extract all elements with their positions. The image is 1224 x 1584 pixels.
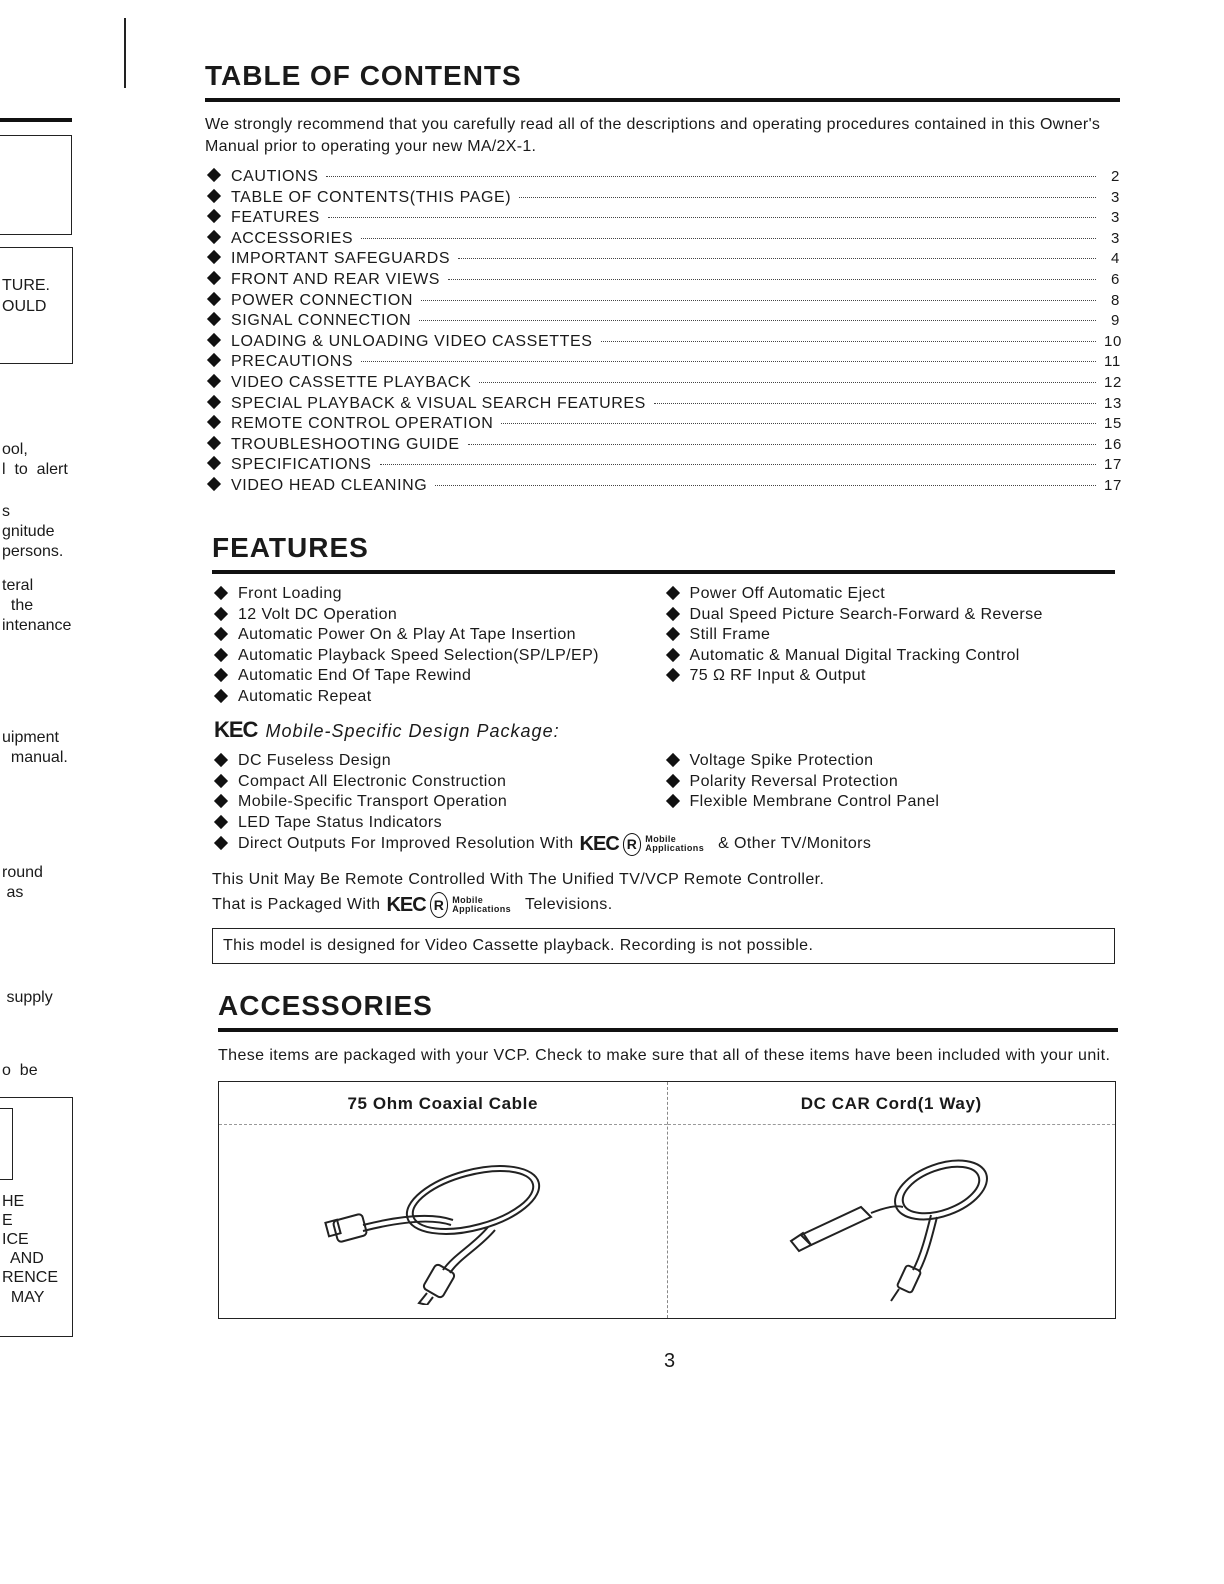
feature-text: Power Off Automatic Eject [689,585,886,602]
features-rule [212,570,1115,574]
feature-item [212,751,664,772]
feature-item [664,584,1116,605]
toc-item [205,415,1120,436]
fragment-text: supply [2,989,53,1006]
mobile-label: Mobile [452,894,484,905]
feature-item [212,605,664,626]
feature-item [664,772,1116,793]
feature-text: Voltage Spike Protection [689,752,874,769]
registered-mark-icon: R [430,892,449,918]
toc-item-page: 6 [1111,270,1120,288]
toc-leader-dots [458,258,1096,259]
diamond-bullet-icon [207,271,221,285]
fragment-text: RENCE [2,1269,59,1286]
diamond-bullet-icon [214,668,228,682]
fragment-text: MAY [2,1289,45,1306]
fragment-text: E [2,1212,13,1229]
fragment-text: TURE. [2,277,50,294]
toc-item [205,168,1120,189]
page-number: 3 [664,1350,676,1372]
diamond-bullet-icon [207,353,221,367]
toc-leader-dots [601,341,1096,342]
toc-leader-dots [421,300,1096,301]
feature-text: Dual Speed Picture Search-Forward & Reverse [689,605,1043,623]
accessory-coax-cable [219,1082,667,1318]
fragment-text: teral [2,577,34,594]
diamond-bullet-icon [665,668,679,682]
toc-leader-dots [448,279,1096,280]
toc-leader-dots [326,176,1096,177]
diamond-bullet-icon [207,230,221,244]
feature-item [664,751,1116,772]
toc-leader-dots [654,403,1096,404]
toc-item [205,395,1120,416]
features-section [212,532,1115,964]
direct-outputs-suffix: & Other TV/Monitors [718,835,872,852]
toc-item-label: ACCESSORIES [231,229,354,247]
feature-text: Compact All Electronic Construction [238,772,507,790]
toc-item-label: SPECIFICATIONS [231,456,372,474]
toc-item [205,189,1120,210]
toc-item [205,456,1120,477]
features-title: FEATURES [212,532,369,563]
diamond-bullet-icon [214,586,228,600]
registered-mark-icon: R [623,833,642,856]
toc-list [205,168,1120,498]
toc-item-label: IMPORTANT SAFEGUARDS [231,250,451,268]
toc-leader-dots [501,423,1096,424]
toc-item-page: 3 [1111,188,1120,206]
feature-text: Automatic Playback Speed Selection(SP/LP/EP) [238,646,599,664]
feature-text: Automatic Power On & Play At Tape Insertion [238,626,576,643]
fragment-text: ICE [2,1231,29,1248]
toc-leader-dots [328,217,1096,218]
accessories-title: ACCESSORIES [218,990,433,1021]
mobile-label: Mobile [645,834,677,845]
mobile-applications-logo [452,896,511,914]
diamond-bullet-icon [207,456,221,470]
feature-item [212,687,664,708]
diamond-bullet-icon [207,312,221,326]
remote-line-1: This Unit May Be Remote Controlled With The Unified TV/VCP Remote Controller. [212,870,825,888]
toc-item-label: FEATURES [231,209,320,227]
diamond-bullet-icon [214,836,228,850]
dc-car-cord-illustration [668,1132,1116,1318]
toc-item-label: VIDEO HEAD CLEANING [231,476,428,494]
diamond-bullet-icon [214,794,228,808]
accessories-section [218,990,1118,1319]
package-title: Mobile-Specific Design Package: [265,721,560,741]
fragment-text: OULD [2,298,47,315]
toc-item-page: 9 [1111,312,1120,330]
feature-text: DC Fuseless Design [238,752,392,769]
toc-item-page: 8 [1111,291,1120,309]
diamond-bullet-icon [207,250,221,264]
toc-leader-dots [380,464,1096,465]
toc-item-page: 17 [1104,456,1122,474]
adjacent-inner-box [0,1108,13,1180]
feature-item [212,646,664,667]
fragment-text: intenance [2,617,72,634]
kec-logo: KEC [579,833,619,855]
toc-rule [205,98,1120,102]
diamond-bullet-icon [665,607,679,621]
toc-leader-dots [468,444,1096,445]
toc-leader-dots [519,197,1096,198]
toc-item-label: PRECAUTIONS [231,353,354,371]
toc-leader-dots [419,320,1096,321]
diamond-bullet-icon [207,415,221,429]
fragment-text: as [2,884,24,901]
direct-outputs-item [212,833,1115,856]
toc-item-page: 12 [1104,373,1122,391]
remote-prefix: That is Packaged With [212,895,381,913]
fragment-text: the [2,597,34,614]
toc-item-page: 16 [1104,435,1122,453]
diamond-bullet-icon [214,627,228,641]
feature-item [212,772,664,793]
feature-text: Automatic Repeat [238,687,372,705]
diamond-bullet-icon [214,774,228,788]
kec-logo: KEC [386,893,426,916]
toc-item-page: 11 [1104,353,1121,371]
toc-item [205,353,1120,374]
package-heading [214,717,1115,743]
toc-item-label: POWER CONNECTION [231,291,414,309]
diamond-bullet-icon [207,189,221,203]
feature-text: Flexible Membrane Control Panel [689,793,940,810]
direct-outputs-text: Direct Outputs For Improved Resolution With [238,835,574,852]
car-cord-icon [771,1145,1011,1305]
adjacent-rule [0,118,72,122]
feature-text: Mobile-Specific Transport Operation [238,793,508,810]
diamond-bullet-icon [665,794,679,808]
diamond-bullet-icon [214,607,228,621]
diamond-bullet-icon [214,648,228,662]
coaxial-cable-illustration [219,1132,667,1318]
fragment-text: o be [2,1062,38,1079]
features-right-column [664,584,1116,707]
feature-item [664,605,1116,626]
diamond-bullet-icon [665,753,679,767]
fragment-text: persons. [2,543,64,560]
toc-item [205,209,1120,230]
diamond-bullet-icon [207,168,221,182]
adjacent-box [0,135,72,235]
playback-only-notice: This model is designed for Video Cassette playback. Recording is not possible. [212,928,1115,964]
diamond-bullet-icon [214,753,228,767]
toc-item-label: REMOTE CONTROL OPERATION [231,415,494,433]
feature-text: Automatic & Manual Digital Tracking Control [689,646,1020,664]
toc-leader-dots [361,361,1096,362]
feature-text: LED Tape Status Indicators [238,813,442,831]
toc-item-page: 15 [1104,415,1122,433]
toc-item-label: FRONT AND REAR VIEWS [231,270,441,288]
feature-item [664,666,1116,687]
diamond-bullet-icon [214,689,228,703]
toc-item-label: TABLE OF CONTENTS(THIS PAGE) [231,188,512,206]
toc-leader-dots [479,382,1096,383]
diamond-bullet-icon [207,209,221,223]
toc-item [205,374,1120,395]
accessory-name: DC CAR Cord(1 Way) [668,1082,1116,1125]
package-right-column [664,751,1116,833]
fragment-text: gnitude [2,523,55,540]
diamond-bullet-icon [207,477,221,491]
feature-item [212,666,664,687]
diamond-bullet-icon [214,815,228,829]
toc-item-page: 4 [1111,250,1120,268]
fragment-text: manual. [2,749,68,766]
toc-leader-dots [435,485,1096,486]
toc-item [205,477,1120,498]
toc-item-page: 10 [1104,332,1122,350]
page-edge-mark [124,18,126,88]
diamond-bullet-icon [665,586,679,600]
toc-item-label: TROUBLESHOOTING GUIDE [231,435,460,453]
feature-item [212,625,664,646]
toc-item-label: LOADING & UNLOADING VIDEO CASSETTES [231,332,593,350]
kec-logo: KEC [214,717,258,742]
features-left-column [212,584,664,707]
fragment-text: ool, [2,441,28,458]
diamond-bullet-icon [665,774,679,788]
remote-suffix: Televisions. [525,895,613,913]
fragment-text: AND [2,1250,44,1267]
feature-item [664,646,1116,667]
toc-intro: We strongly recommend that you carefully read all of the descriptions and operating procedures contained in this Owner's Manual prior to operating your new MA/2X-1. [205,116,1101,155]
toc-item [205,436,1120,457]
toc-item-page: 17 [1104,476,1122,494]
toc-item-page: 3 [1111,209,1120,227]
toc-item [205,312,1120,333]
feature-item [212,813,664,834]
coaxial-cable-icon [323,1145,563,1305]
toc-section [205,60,1120,498]
package-left-column [212,751,664,833]
applications-label: Applications [645,843,705,854]
toc-leader-dots [361,238,1096,239]
package-columns [212,751,1115,833]
toc-item-label: SPECIAL PLAYBACK & VISUAL SEARCH FEATURES [231,394,646,412]
remote-control-note [212,868,1115,918]
toc-title: TABLE OF CONTENTS [205,60,522,91]
features-columns [212,584,1115,707]
feature-item [212,792,664,813]
fragment-text: l to alert [2,461,68,478]
feature-item [212,584,664,605]
accessory-name: 75 Ohm Coaxial Cable [219,1082,667,1125]
feature-text: Still Frame [689,626,771,643]
accessories-intro: These items are packaged with your VCP. Check to make sure that all of these items have been included with your unit. [218,1047,1111,1064]
fragment-text: round [2,864,43,881]
mobile-applications-logo [645,835,704,853]
accessories-rule [218,1028,1118,1032]
toc-item-page: 2 [1111,168,1120,185]
diamond-bullet-icon [665,648,679,662]
fragment-text: uipment [2,729,59,746]
feature-item [664,792,1116,813]
toc-item [205,271,1120,292]
toc-item [205,250,1120,271]
toc-item-page: 13 [1104,394,1122,412]
toc-item [205,292,1120,313]
feature-text: 12 Volt DC Operation [238,605,398,623]
toc-item-label: SIGNAL CONNECTION [231,312,412,330]
feature-text: Automatic End Of Tape Rewind [238,667,472,684]
remote-line-2 [212,892,1115,918]
feature-text: Polarity Reversal Protection [689,772,899,790]
fragment-text: HE [2,1193,25,1210]
fragment-text: s [2,503,10,520]
diamond-bullet-icon [665,627,679,641]
applications-label: Applications [452,903,512,914]
toc-item-label: VIDEO CASSETTE PLAYBACK [231,373,472,391]
diamond-bullet-icon [207,333,221,347]
feature-text: 75 Ω RF Input & Output [689,667,866,684]
accessory-dc-car-cord [667,1082,1116,1318]
diamond-bullet-icon [207,436,221,450]
adjacent-page-fragment [0,0,130,1584]
feature-item [664,625,1116,646]
toc-item [205,230,1120,251]
toc-item-page: 3 [1111,229,1120,247]
accessories-table [218,1081,1116,1319]
diamond-bullet-icon [207,394,221,408]
diamond-bullet-icon [207,291,221,305]
feature-text: Front Loading [238,585,342,602]
diamond-bullet-icon [207,374,221,388]
toc-item-label: CAUTIONS [231,168,319,185]
toc-item [205,333,1120,354]
